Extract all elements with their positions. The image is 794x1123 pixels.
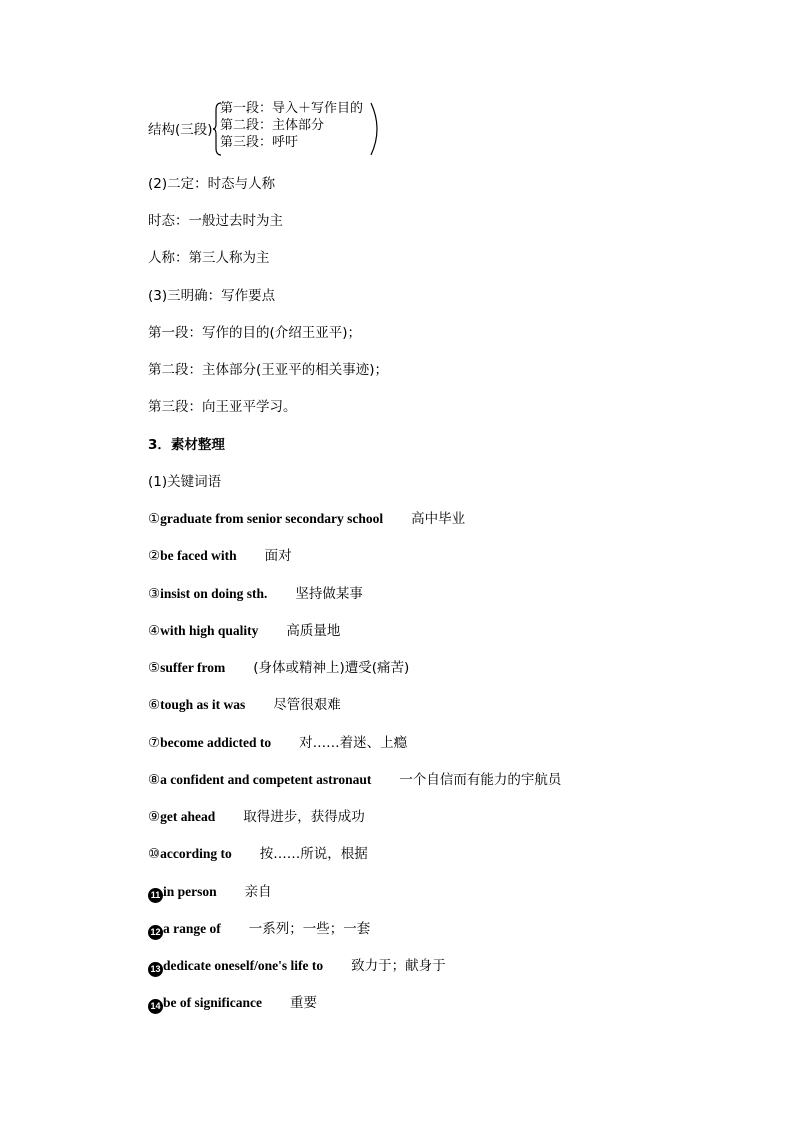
- item-number: ③: [148, 586, 161, 602]
- vocab-english: graduate from senior secondary school: [160, 511, 384, 526]
- vocab-english: a confident and competent astronaut: [160, 772, 372, 787]
- vocab-item: [148, 771, 561, 789]
- item-number: ⑨: [148, 809, 161, 825]
- vocab-chinese: 面对: [264, 548, 292, 564]
- vocab-item: [148, 957, 446, 977]
- item-number: ⑥: [148, 697, 161, 713]
- vocab-english: a range of: [163, 921, 221, 936]
- vocab-english: tough as it was: [160, 697, 246, 712]
- vocab-english: be of significance: [163, 995, 262, 1010]
- vocab-chinese: 高中毕业: [411, 511, 466, 527]
- structure-item: 第三段：呼吁: [220, 135, 299, 150]
- item-number: ④: [148, 623, 161, 639]
- structure-item: 第二段：主体部分: [220, 118, 325, 133]
- vocab-chinese: (身体或精神上)遭受(痛苦): [253, 660, 410, 676]
- structure-item: 第一段：导入＋写作目的: [220, 101, 364, 116]
- vocab-item: [148, 883, 272, 903]
- item-number: ⑦: [148, 735, 161, 751]
- vocab-chinese: 取得进步，获得成功: [243, 809, 365, 825]
- vocab-chinese: 尽管很艰难: [273, 697, 341, 713]
- item-number: 12: [148, 925, 163, 940]
- vocab-item: [148, 734, 407, 752]
- structure-label: 结构(三段): [148, 122, 213, 138]
- structure-items: [220, 100, 363, 151]
- text-line: 时态：一般过去时为主: [148, 213, 283, 229]
- item-number: 14: [148, 999, 163, 1014]
- vocab-item: [148, 994, 317, 1014]
- vocab-english: according to: [160, 846, 232, 861]
- vocab-chinese: 按……所说，根据: [259, 846, 368, 862]
- text-line: (2)二定：时态与人称: [148, 176, 276, 192]
- text-line: 人称：第三人称为主: [148, 250, 270, 266]
- vocab-english: insist on doing sth.: [160, 586, 268, 601]
- vocab-english: with high quality: [160, 623, 259, 638]
- section-heading: 3．素材整理: [148, 437, 225, 453]
- item-number: ⑧: [148, 772, 161, 788]
- vocab-chinese: 亲自: [244, 884, 272, 900]
- vocab-item: [148, 585, 363, 603]
- vocab-english: become addicted to: [160, 735, 272, 750]
- vocab-item: [148, 659, 409, 677]
- vocab-item: [148, 622, 340, 640]
- text-line: 第一段：写作的目的(介绍王亚平)；: [148, 325, 362, 341]
- vocab-item: [148, 510, 465, 528]
- vocab-chinese: 对……着迷、上瘾: [299, 735, 408, 751]
- vocab-item: [148, 547, 292, 565]
- vocab-english: get ahead: [160, 809, 216, 824]
- subsection-heading: (1)关键词语: [148, 474, 222, 490]
- vocab-item: [148, 696, 341, 714]
- vocab-chinese: 一系列；一些；一套: [248, 921, 371, 937]
- vocab-english: suffer from: [160, 660, 226, 675]
- vocab-item: [148, 808, 365, 826]
- structure-block: [148, 100, 388, 156]
- item-number: ②: [148, 548, 161, 564]
- item-number: 13: [148, 962, 163, 977]
- vocab-chinese: 重要: [290, 995, 317, 1011]
- item-number: ⑩: [148, 846, 161, 862]
- vocab-chinese: 高质量地: [286, 623, 341, 639]
- vocab-english: dedicate oneself/one's life to: [163, 958, 324, 973]
- text-line: (3)三明确：写作要点: [148, 288, 276, 304]
- vocab-english: be faced with: [160, 548, 237, 563]
- item-number: 11: [148, 888, 163, 903]
- item-number: ⑤: [148, 660, 161, 676]
- vocab-chinese: 坚持做某事: [295, 586, 363, 602]
- right-paren-icon: [370, 102, 378, 156]
- vocab-chinese: 致力于；献身于: [351, 958, 446, 974]
- text-line: 第二段：主体部分(王亚平的相关事迹)；: [148, 362, 389, 378]
- vocab-item: [148, 845, 368, 863]
- vocab-item: [148, 920, 370, 940]
- item-number: ①: [148, 511, 161, 527]
- vocab-chinese: 一个自信而有能力的宇航员: [399, 772, 562, 788]
- vocab-english: in person: [163, 884, 217, 899]
- text-line: 第三段：向王亚平学习。: [148, 399, 297, 415]
